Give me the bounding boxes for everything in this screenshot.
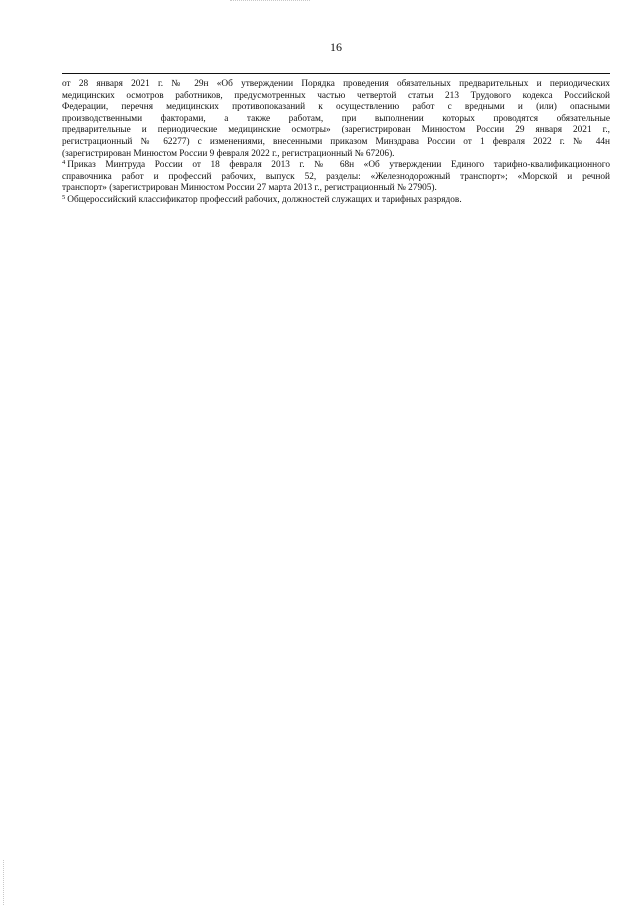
footnote-line: Общероссийский классификатор профессий рабочих, должностей служащих и тарифных разрядов. (67, 194, 462, 205)
footnote-3-continued (62, 79, 610, 160)
footnotes-block (62, 79, 610, 207)
scan-edge-mark (3, 860, 5, 905)
footnote-line: Федерации, перечня медицинских противопоказаний к осуществлению работ с вредными и (или) опасными (62, 102, 610, 113)
footnote-line: Приказ Минтруда России от 18 февраля 2013 г. № 68н «Об утверждении Единого тарифно-квалификационного (67, 160, 610, 171)
footnote-separator (62, 73, 610, 74)
footnote-line: транспорт» (зарегистрирован Минюстом России 27 марта 2013 г., регистрационный № 27905). (62, 183, 437, 194)
footnote-line: производственными факторами, а также работам, при выполнении которых проводятся обязательные (62, 113, 610, 124)
page-number: 16 (330, 40, 342, 54)
footnote-line: (зарегистрирован Минюстом России 9 февраля 2022 г., регистрационный № 67206). (62, 148, 395, 159)
footnote-line: регистрационный № 62277) с изменениями, внесенными приказом Минздрава России от 1 февраля 2022 г. № 44н (62, 136, 610, 147)
footnote-line: медицинских осмотров работников, предусмотренных частью четвертой статьи 213 Трудового кодекса Российской (62, 90, 610, 101)
footnote-line: предварительные и периодические медицинские осмотры» (зарегистрирован Минюстом России 29 января 2021 г., (62, 125, 610, 136)
footnote-marker: 4 (62, 159, 66, 167)
footnote-line: справочника работ и профессий рабочих, выпуск 52, разделы: «Железнодорожный транспорт»; «Морской и речной (62, 171, 610, 182)
footnote-4 (62, 160, 610, 195)
footnote-5 (62, 195, 610, 207)
footnote-line: от 28 января 2021 г. № 29н «Об утверждении Порядка проведения обязательных предварительных и периодических (62, 79, 610, 89)
footnote-marker: 5 (62, 193, 66, 201)
scan-edge-mark (230, 0, 310, 2)
